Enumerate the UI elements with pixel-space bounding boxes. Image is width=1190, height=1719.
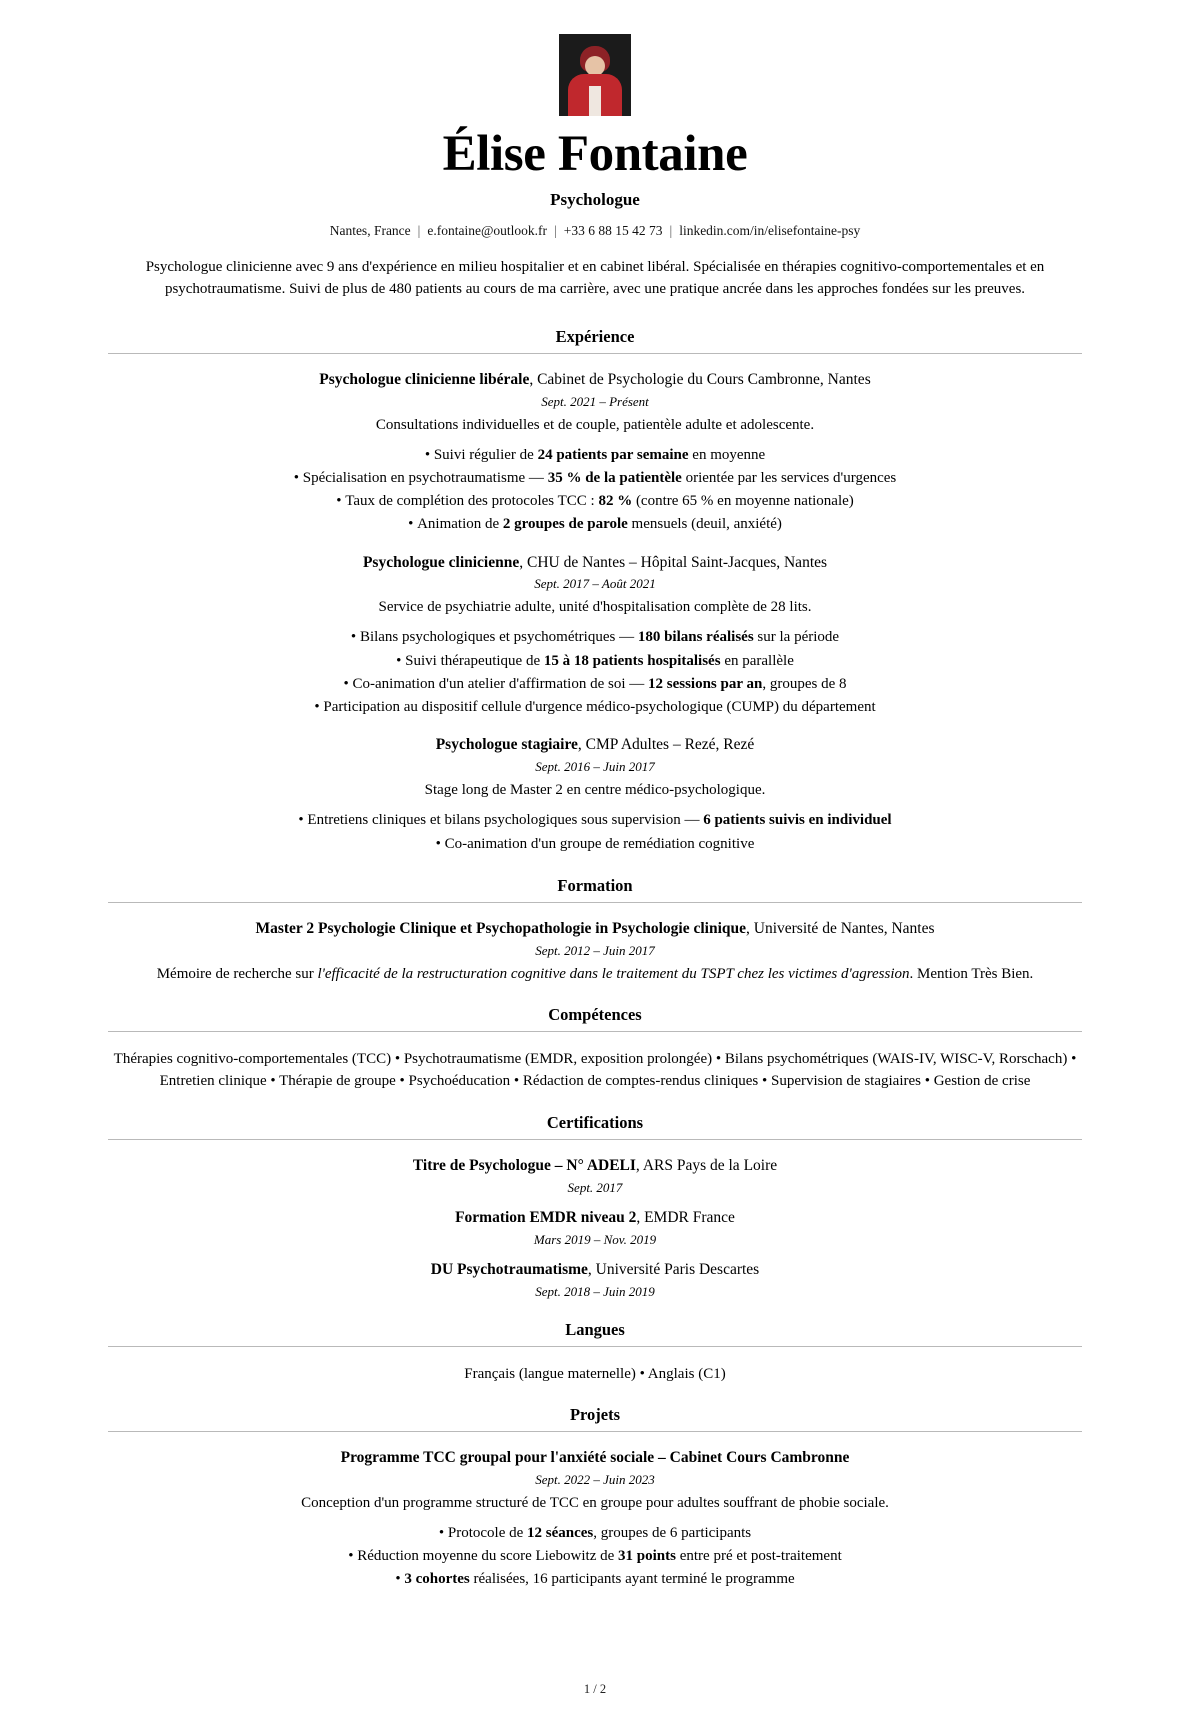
section-competences [108, 1005, 1082, 1093]
list-item [108, 467, 1082, 490]
page-number: 1 / 2 [583, 1681, 607, 1696]
project-dates: Sept. 2022 – Juin 2023 [535, 1471, 655, 1487]
section-title-projets: Projets [569, 1405, 621, 1425]
experience-description: Consultations individuelles et de couple, patientèle adulte et adolescente. [375, 416, 815, 433]
profile-photo-wrap [108, 34, 1082, 116]
certification-name: Titre de Psychologue – N° ADELI [412, 1156, 636, 1174]
bullet-bold: 15 à 18 patients hospitalisés [543, 652, 721, 669]
education-description [108, 964, 1082, 985]
bullet-bold: 180 bilans réalisés [637, 629, 754, 646]
section-projets [108, 1405, 1082, 1592]
bullet-bold: 24 patients par semaine [537, 446, 689, 463]
bullet-bold: 12 séances [527, 1524, 594, 1541]
contact-line [108, 223, 1082, 239]
list-item [108, 696, 1082, 719]
bullet-pre: Co-animation d'un groupe de remédiation cognitive [444, 835, 755, 852]
project-name: Programme TCC groupal pour l'anxiété sociale – Cabinet Cours Cambronne [340, 1449, 850, 1467]
contact-separator: | [554, 223, 557, 239]
bullet-bold: 12 sessions par an [648, 675, 763, 692]
contact-email[interactable]: e.fontaine@outlook.fr [427, 223, 548, 239]
bullet-pre: Suivi régulier de [433, 446, 538, 463]
certification-entry [108, 1156, 1082, 1196]
skills-text: Thérapies cognitivo-comportementales (TCC) • Psychotraumatisme (EMDR, exposition prolongée) • Bilans psychométriques (WAIS-IV, WISC-V, Rorschach) • Entretien clinique • Thérapie de groupe • Psychoéducation • Rédaction de comptes-rendus cliniques • Supervision de stagiaires • Gestion de crise [113, 1050, 1077, 1090]
section-divider [108, 1139, 1082, 1140]
avatar [559, 34, 631, 116]
experience-bullets [108, 626, 1082, 719]
list-item [108, 1545, 1082, 1568]
certification-entry [108, 1260, 1082, 1300]
section-title-certifications: Certifications [546, 1112, 644, 1132]
experience-description: Stage long de Master 2 en centre médico-psychologique. [424, 782, 766, 799]
list-item [108, 673, 1082, 696]
section-langues [108, 1320, 1082, 1386]
avatar-shirt [589, 86, 601, 116]
contact-linkedin[interactable]: linkedin.com/in/elisefontaine-psy [679, 223, 861, 239]
experience-description: Service de psychiatrie adulte, unité d'hospitalisation complète de 28 lits. [378, 599, 812, 616]
bullet-pre: Spécialisation en psychotraumatisme — [302, 469, 548, 486]
page-title: Élise Fontaine [442, 126, 748, 182]
certification-title [108, 1208, 1082, 1229]
bullet-post: sur la période [753, 629, 840, 646]
bullet-pre: Bilans psychologiques et psychométriques — [359, 629, 638, 646]
education-entry [108, 919, 1082, 985]
experience-entry-title [108, 553, 1082, 574]
list-item [108, 650, 1082, 673]
bullet-pre: Réduction moyenne du score Liebowitz de [357, 1548, 619, 1565]
bullet-post: mensuels (deuil, anxiété) [627, 516, 782, 533]
bullet-post: (contre 65 % en moyenne nationale) [632, 493, 854, 510]
list-item [108, 626, 1082, 649]
experience-role: Psychologue stagiaire [435, 736, 578, 754]
bullet-post: réalisées, 16 participants ayant terminé le programme [469, 1571, 795, 1588]
experience-entry-title [108, 370, 1082, 391]
project-title [108, 1448, 1082, 1469]
education-degree: Master 2 Psychologie Clinique et Psychopathologie in Psychologie clinique [255, 919, 746, 937]
experience-bullets [108, 444, 1082, 537]
section-certifications [108, 1113, 1082, 1300]
certification-title [108, 1260, 1082, 1281]
bullet-post: entre pré et post-traitement [675, 1548, 842, 1565]
experience-role: Psychologue clinicienne [362, 553, 520, 571]
bullet-post: , groupes de 6 participants [593, 1524, 752, 1541]
bullet-bold: 82 % [598, 493, 633, 510]
contact-separator: | [669, 223, 673, 239]
certification-dates: Mars 2019 – Nov. 2019 [533, 1231, 657, 1247]
contact-location: Nantes, France [329, 223, 411, 239]
certification-org: , ARS Pays de la Loire [635, 1156, 778, 1174]
section-experience [108, 327, 1082, 856]
experience-entry [108, 735, 1082, 855]
avatar-face [585, 56, 605, 76]
section-title-formation: Formation [557, 875, 633, 895]
certification-name: Formation EMDR niveau 2 [455, 1208, 637, 1226]
project-entry [108, 1448, 1082, 1592]
bullet-pre: Taux de complétion des protocoles TCC : [345, 493, 599, 510]
section-divider [108, 1346, 1082, 1347]
list-item [108, 490, 1082, 513]
education-desc-post: . Mention Très Bien. [909, 965, 1034, 982]
section-formation [108, 876, 1082, 985]
job-role: Psychologue [550, 190, 640, 210]
bullet-bold: 6 patients suivis en individuel [703, 812, 892, 829]
bullet-bold: 3 cohortes [404, 1571, 470, 1588]
list-item [108, 833, 1082, 856]
list-item [108, 513, 1082, 536]
education-entry-title [108, 919, 1082, 940]
certification-org: , EMDR France [636, 1208, 735, 1226]
bullet-pre: Entretiens cliniques et bilans psychologiques sous supervision — [307, 812, 704, 829]
section-divider [108, 1431, 1082, 1432]
experience-org: , CMP Adultes – Rezé, Rezé [577, 736, 755, 754]
bullet-pre: Protocole de [447, 1524, 528, 1541]
education-desc-italic: l'efficacité de la restructuration cognitive dans le traitement du TSPT chez les victimes d'agression [317, 965, 910, 982]
certification-title [108, 1156, 1082, 1177]
bullet-pre: Suivi thérapeutique de [405, 652, 544, 669]
contact-phone[interactable]: +33 6 88 15 42 73 [563, 223, 663, 239]
section-title-langues: Langues [565, 1319, 625, 1339]
profile-summary: Psychologue clinicienne avec 9 ans d'expérience en milieu hospitalier et en cabinet libéral. Spécialisée en thérapies cognitivo-comportementales et en psychotraumatisme. Suivi de plus de 480 patients au cours de ma carrière, avec une pratique ancrée dans les approches fondées sur les preuves. [145, 259, 1045, 297]
section-title-competences: Compétences [548, 1004, 642, 1024]
section-divider [108, 353, 1082, 354]
bullet-bold: 2 groupes de parole [502, 516, 628, 533]
certification-dates: Sept. 2017 [567, 1179, 623, 1195]
experience-entry-title [108, 735, 1082, 756]
experience-org: , CHU de Nantes – Hôpital Saint-Jacques, Nantes [519, 553, 828, 571]
experience-entry [108, 553, 1082, 720]
section-divider [108, 902, 1082, 903]
education-org: , Université de Nantes, Nantes [746, 919, 935, 937]
experience-dates: Sept. 2016 – Juin 2017 [535, 759, 655, 775]
page-footer [108, 1612, 1082, 1719]
bullet-pre: Animation de [417, 516, 503, 533]
bullet-bold: 35 % de la patientèle [547, 469, 682, 486]
experience-dates: Sept. 2021 – Présent [541, 393, 649, 409]
contact-separator: | [417, 223, 421, 239]
experience-role: Psychologue clinicienne libérale [319, 370, 530, 388]
list-item [108, 444, 1082, 467]
list-item [108, 1522, 1082, 1545]
project-bullets [108, 1522, 1082, 1592]
education-dates: Sept. 2012 – Juin 2017 [535, 942, 655, 958]
section-title-experience: Expérience [555, 326, 635, 346]
list-item [108, 809, 1082, 832]
experience-org: , Cabinet de Psychologie du Cours Cambronne, Nantes [529, 370, 871, 388]
certification-org: , Université Paris Descartes [587, 1260, 760, 1278]
experience-bullets [108, 809, 1082, 856]
bullet-pre: Co-animation d'un atelier d'affirmation de soi — [352, 675, 648, 692]
bullet-pre: Participation au dispositif cellule d'urgence médico-psychologique (CUMP) du département [323, 699, 876, 716]
languages-text: Français (langue maternelle) • Anglais (C1) [464, 1365, 726, 1382]
bullet-post: orientée par les services d'urgences [681, 469, 897, 486]
experience-dates: Sept. 2017 – Août 2021 [534, 576, 656, 592]
experience-entry [108, 370, 1082, 537]
education-desc-pre: Mémoire de recherche sur [156, 965, 318, 982]
certification-dates: Sept. 2018 – Juin 2019 [535, 1283, 655, 1299]
section-divider [108, 1031, 1082, 1032]
project-description: Conception d'un programme structuré de TCC en groupe pour adultes souffrant de phobie sociale. [301, 1494, 889, 1511]
list-item [108, 1568, 1082, 1591]
bullet-post: en parallèle [720, 652, 794, 669]
certification-name: DU Psychotraumatisme [430, 1260, 588, 1278]
bullet-post: , groupes de 8 [762, 675, 847, 692]
bullet-bold: 31 points [618, 1548, 676, 1565]
certification-entry [108, 1208, 1082, 1248]
bullet-post: en moyenne [688, 446, 766, 463]
